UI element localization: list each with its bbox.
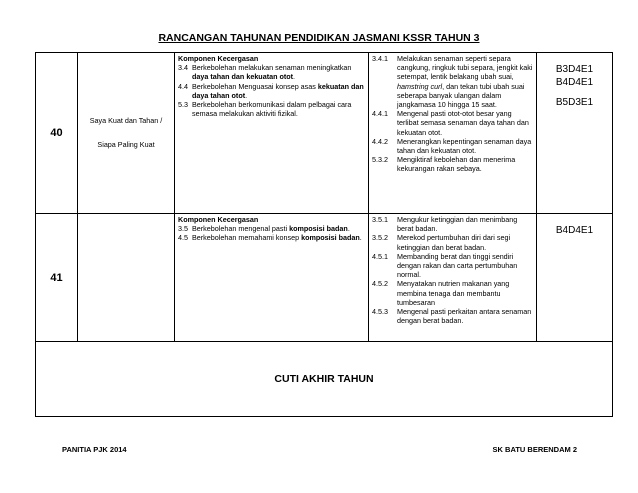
objective-number: 4.5.3 <box>372 307 388 317</box>
text-segment: Mengenal pasti perkaitan antara senaman dengan berat badan. <box>397 307 532 326</box>
code-cell <box>537 53 613 214</box>
objective-item <box>372 54 534 109</box>
standard-text <box>192 224 366 233</box>
holiday-cell: CUTI AKHIR TAHUN <box>36 342 613 417</box>
text-segment: Berkebolehan Menguasai konsep asas <box>192 81 318 91</box>
code-value: B4D4E1 <box>555 225 594 236</box>
table-row-holiday <box>36 342 613 417</box>
objective-text <box>397 279 534 307</box>
standard-text <box>192 233 366 242</box>
text-segment: Berkebolehan memahami konsep <box>192 233 302 243</box>
text-segment: Berkebolehan berkomunikasi dalam pelbagai cara semasa melakukan aktiviti fizikal. <box>192 100 352 119</box>
standard-number: 4.4 <box>178 81 188 91</box>
standard-item <box>178 100 366 118</box>
standard-number: 4.5 <box>178 233 188 243</box>
objective-number: 4.4.1 <box>372 109 388 119</box>
content-standard-cell <box>175 214 369 342</box>
text-segment: Mengiktiraf kebolehan dan menerima kekurangan rakan sebaya. <box>397 155 516 174</box>
standard-number: 5.3 <box>178 100 188 110</box>
theme-cell <box>78 214 175 342</box>
footer-left: PANITIA PJK 2014 <box>62 445 127 454</box>
objective-number: 3.4.1 <box>372 54 388 63</box>
objective-item <box>372 215 534 233</box>
objective-number: 4.5.1 <box>372 251 388 261</box>
objective-item <box>372 233 534 251</box>
content-standard-cell <box>175 53 369 214</box>
text-segment: Berkebolehan mengenal pasti <box>192 224 290 234</box>
objective-item <box>372 109 534 137</box>
code-cell <box>537 214 613 342</box>
text-segment: Mengenal pasti otot-otot besar yang terlibat semasa senaman daya tahan dan kekuatan otot. <box>397 109 529 137</box>
annual-plan-table <box>35 52 613 417</box>
learning-objective-cell <box>369 214 537 342</box>
document-title: RANCANGAN TAHUNAN PENDIDIKAN JASMANI KSSR TAHUN 3 <box>158 32 480 44</box>
objective-item <box>372 137 534 155</box>
objective-item <box>372 279 534 307</box>
bold-text: daya tahan dan kekuatan otot <box>192 72 294 82</box>
objective-list <box>372 215 534 325</box>
code-value: B5D3E1 <box>555 97 594 108</box>
theme-line: Siapa Paling Kuat <box>97 140 155 149</box>
standard-heading: Komponen Kecergasan <box>178 54 259 63</box>
standard-item <box>178 82 366 100</box>
week-number: 40 <box>36 53 78 214</box>
objective-item <box>372 252 534 280</box>
text-segment: . <box>245 90 248 100</box>
objective-text <box>397 109 534 137</box>
objective-number: 3.5.2 <box>372 233 388 243</box>
objective-text <box>397 137 534 155</box>
text-segment: Berkebolehan melakukan senaman meningkatkan <box>192 63 352 73</box>
objective-list <box>372 54 534 174</box>
standard-number: 3.5 <box>178 224 188 234</box>
code-value: B4D4E1 <box>555 77 594 88</box>
objective-text <box>397 215 534 233</box>
standard-list <box>178 224 366 242</box>
standard-text <box>192 100 366 118</box>
table-row-week-41 <box>36 214 613 342</box>
week-number: 41 <box>36 214 78 342</box>
standard-item <box>178 63 366 81</box>
code-list <box>537 224 612 237</box>
objective-item <box>372 307 534 325</box>
text-segment: , dan tekan tubi ubah suai seberapa banyak ulangan dalam jangkamasa 10 hingga 15 saat. <box>397 81 525 110</box>
text-segment: Menerangkan kepentingan senaman daya tahan dan kekuatan otot. <box>397 136 532 156</box>
standard-item <box>178 224 366 233</box>
standard-item <box>178 233 366 242</box>
standard-text <box>192 82 366 100</box>
theme-line: Saya Kuat dan Tahan / <box>89 116 163 125</box>
bold-text: komposisi badan <box>289 224 348 234</box>
standard-heading: Komponen Kecergasan <box>178 215 259 224</box>
objective-item <box>372 155 534 173</box>
theme-cell <box>78 53 175 214</box>
text-segment: Membanding berat dan tinggi sendiri dengan rakan dan carta pertumbuhan normal. <box>397 251 518 280</box>
objective-number: 4.5.2 <box>372 279 388 289</box>
objective-number: 3.5.1 <box>372 215 388 224</box>
footer-right: SK BATU BERENDAM 2 <box>492 445 577 454</box>
objective-text <box>397 307 534 325</box>
standard-list <box>178 63 366 118</box>
table-row-week-40 <box>36 53 613 214</box>
text-segment: . <box>293 72 296 82</box>
bold-text: komposisi badan <box>301 233 360 243</box>
objective-text <box>397 233 534 251</box>
objective-text <box>397 155 534 173</box>
objective-text <box>397 54 534 109</box>
standard-text <box>192 63 366 81</box>
text-segment: Merekod pertumbuhan diri dari segi ketinggian dan berat badan. <box>397 233 511 252</box>
text-segment: Menyatakan nutrien makanan yang membina tenaga dan membantu tumbesaran <box>397 279 510 307</box>
text-segment: Melakukan senaman seperti separa cangkung, ringkuk tubi separa, jengkit kaki setempat, lentik belakang ubah suai, <box>397 54 533 82</box>
code-value: B3D4E1 <box>555 64 594 75</box>
italic-text: hamstring curl <box>397 81 443 91</box>
code-list <box>537 63 612 109</box>
objective-number: 4.4.2 <box>372 136 388 146</box>
objective-number: 5.3.2 <box>372 155 388 165</box>
objective-text <box>397 252 534 280</box>
bold-text: kekuatan dan daya tahan otot <box>192 81 364 100</box>
text-segment: . <box>347 224 350 234</box>
learning-objective-cell <box>369 53 537 214</box>
text-segment: . <box>359 233 362 243</box>
text-segment: Mengukur ketinggian dan menimbang berat badan. <box>397 215 518 234</box>
standard-number: 3.4 <box>178 63 188 73</box>
